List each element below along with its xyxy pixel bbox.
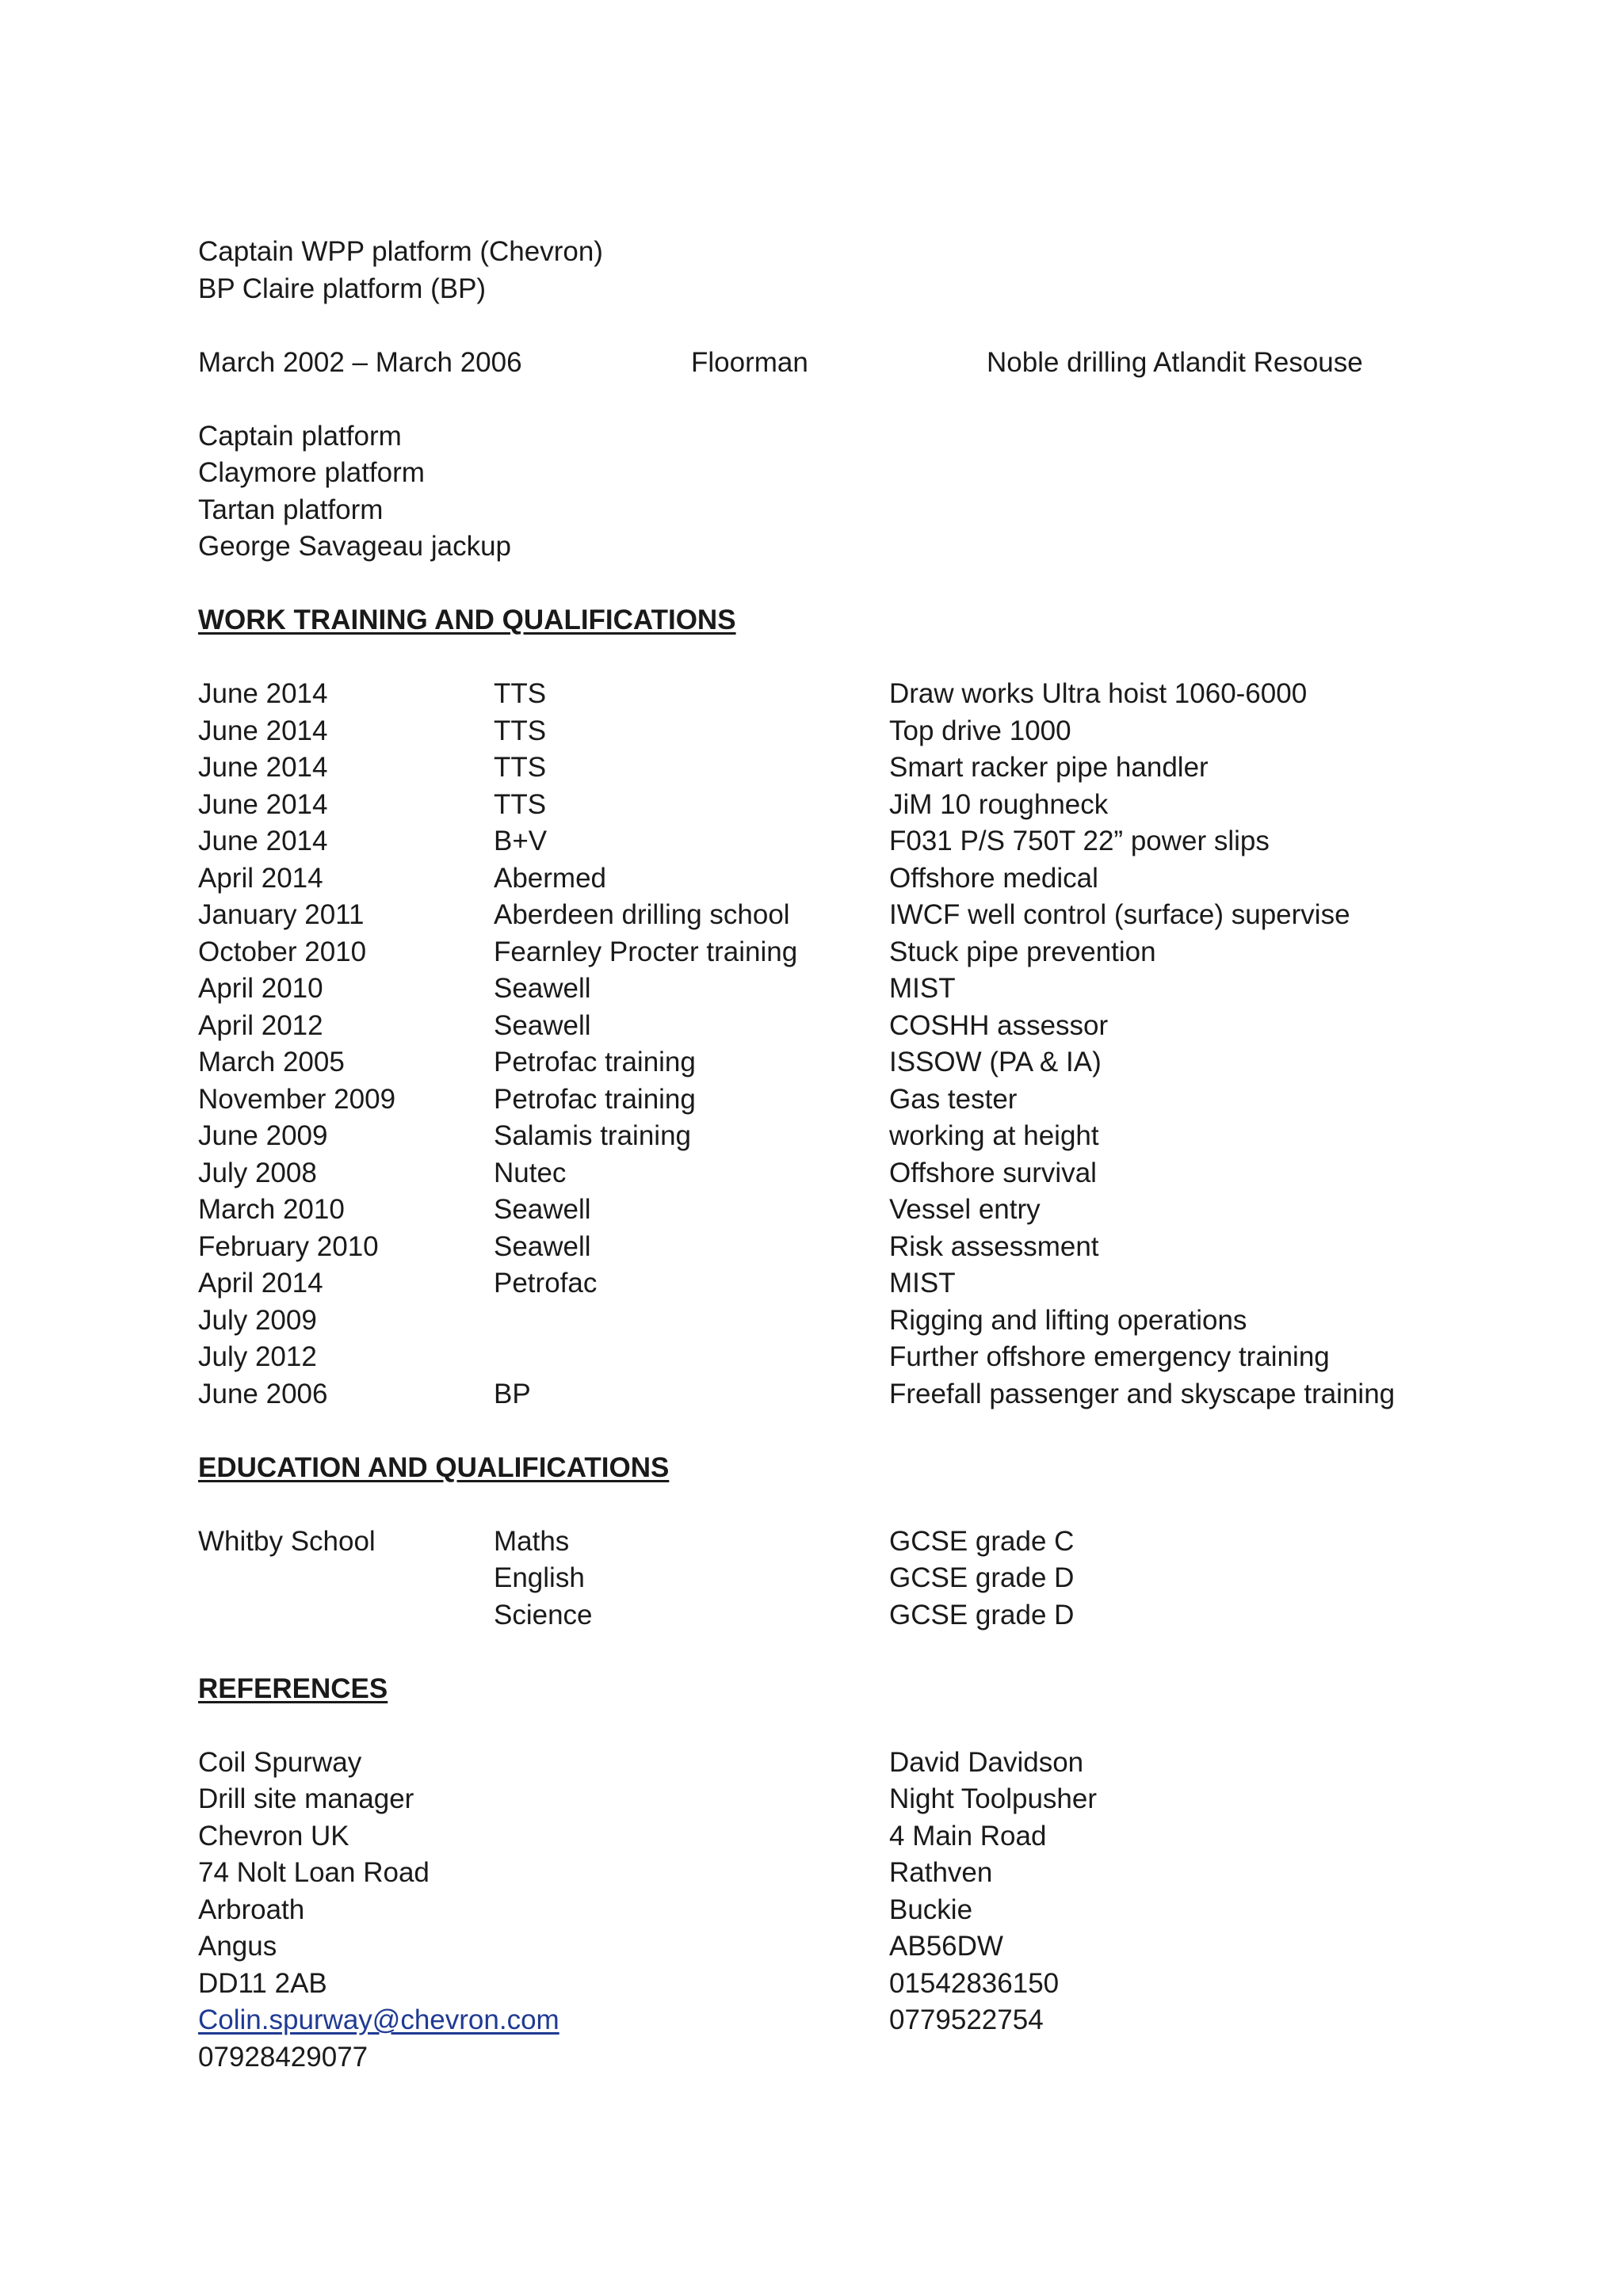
platform-line [198,492,1466,529]
training-course: working at height [889,1120,1099,1151]
table-row [198,713,1466,750]
training-provider: Fearnley Procter training [494,936,798,967]
employment-dates: March 2002 – March 2006 [198,346,522,378]
references-block [198,1745,1466,2077]
training-provider: Nutec [494,1157,567,1188]
reference-left-name: Coil Spurway [198,1746,362,1778]
reference-row [198,2039,1466,2077]
training-date: June 2014 [198,826,328,856]
table-row [198,971,1466,1008]
reference-right-name: David Davidson [889,1746,1084,1778]
reference-row [198,2002,1466,2039]
section-heading-education [198,1450,1466,1487]
training-date: March 2010 [198,1194,345,1225]
training-course: Draw works Ultra hoist 1060-6000 [889,678,1308,709]
table-row [198,676,1466,713]
platform-line [198,271,1466,308]
reference-row [198,1966,1466,2003]
training-course: F031 P/S 750T 22” power slips [889,826,1270,856]
reference-right-role: Night Toolpusher [889,1783,1098,1814]
spacer [198,1634,1466,1671]
training-date: April 2010 [198,973,323,1004]
training-date: November 2009 [198,1083,396,1115]
table-row [198,1044,1466,1081]
training-course: Offshore survival [889,1157,1097,1188]
table-row [198,1192,1466,1229]
platform-name: Tartan platform [198,494,384,525]
spacer [198,1413,1466,1450]
training-date: June 2014 [198,752,328,783]
table-row [198,1376,1466,1413]
training-date: March 2005 [198,1047,345,1077]
training-date: April 2012 [198,1009,323,1041]
subject: Maths [494,1525,570,1557]
training-course: Top drive 1000 [889,715,1071,746]
education-table [198,1524,1466,1634]
table-row [198,1265,1466,1302]
table-row [198,1597,1466,1634]
training-course: Stuck pipe prevention [889,936,1156,967]
training-provider: Seawell [494,1009,591,1041]
training-course: Freefall passenger and skyscape training [889,1378,1396,1409]
training-provider: Seawell [494,1194,591,1225]
training-date: April 2014 [198,862,323,894]
training-provider: TTS [494,715,547,746]
training-date: June 2014 [198,678,328,709]
training-date: October 2010 [198,936,367,967]
training-course: Risk assessment [889,1230,1099,1262]
subject: Science [494,1599,593,1630]
table-row [198,1081,1466,1119]
table-row [198,897,1466,934]
training-provider: Seawell [494,1230,591,1262]
spacer [198,566,1466,603]
reference-right-phone: 01542836150 [889,1967,1060,1999]
employment-row [198,345,1466,382]
table-row [198,1339,1466,1376]
platform-line [198,418,1466,456]
spacer [198,381,1466,418]
reference-left-town: Arbroath [198,1894,305,1925]
training-date: January 2011 [198,899,365,930]
reference-left-county: Angus [198,1931,277,1962]
training-provider: TTS [494,752,547,783]
table-row [198,1560,1466,1597]
platform-name: Captain platform [198,420,402,452]
grade: GCSE grade D [889,1599,1075,1630]
training-course: Smart racker pipe handler [889,752,1209,783]
reference-left-postcode: DD11 2AB [198,1967,327,1999]
work-training-table [198,676,1466,1413]
reference-left-address: 74 Nolt Loan Road [198,1857,430,1888]
reference-left-company: Chevron UK [198,1820,349,1852]
training-course: IWCF well control (surface) supervise [889,899,1350,930]
reference-right-area: Buckie [889,1894,973,1925]
table-row [198,1229,1466,1266]
subject: English [494,1562,585,1593]
training-provider: Seawell [494,973,591,1004]
reference-right-postcode: AB56DW [889,1931,1003,1962]
platform-line [198,234,1466,271]
reference-row [198,1818,1466,1855]
grade: GCSE grade C [889,1525,1075,1557]
table-row [198,1524,1466,1561]
table-row [198,1118,1466,1155]
training-course: MIST [889,973,956,1004]
reference-row [198,1745,1466,1782]
table-row [198,1008,1466,1045]
training-provider: B+V [494,826,548,856]
section-heading-work-training [198,602,1466,639]
training-date: April 2014 [198,1268,323,1299]
training-date: July 2008 [198,1157,317,1188]
training-provider: Petrofac training [494,1047,696,1077]
platform-name: BP Claire platform (BP) [198,273,487,304]
spacer [198,1486,1466,1524]
training-date: June 2006 [198,1378,328,1409]
table-row [198,934,1466,971]
platform-line [198,528,1466,566]
training-date: June 2014 [198,715,328,746]
reference-row [198,1855,1466,1892]
training-date: July 2012 [198,1341,317,1372]
training-provider: Petrofac training [494,1083,696,1115]
training-provider: TTS [494,678,547,709]
training-date: June 2014 [198,788,328,820]
spacer [198,639,1466,677]
training-date: July 2009 [198,1304,317,1336]
training-course: Rigging and lifting operations [889,1304,1247,1336]
employment-title: Floorman [691,346,808,378]
training-course: Vessel entry [889,1194,1041,1225]
section-heading: EDUCATION AND QUALIFICATIONS [198,1451,670,1483]
table-row [198,1155,1466,1192]
training-provider: BP [494,1378,531,1409]
spacer [198,1707,1466,1745]
reference-row [198,1781,1466,1818]
training-date: June 2009 [198,1120,328,1151]
training-provider: Salamis training [494,1120,691,1151]
reference-row [198,1892,1466,1929]
reference-email-link[interactable]: Colin.spurway@chevron.com [198,2004,559,2035]
reference-left-role: Drill site manager [198,1783,414,1814]
training-provider: Abermed [494,862,607,894]
reference-right-mobile: 0779522754 [889,2004,1044,2035]
training-provider: Aberdeen drilling school [494,899,790,930]
table-row [198,823,1466,860]
training-course: ISSOW (PA & IA) [889,1047,1102,1077]
school-name: Whitby School [198,1525,376,1557]
platform-line [198,455,1466,492]
reference-right-town: Rathven [889,1857,993,1888]
section-heading: WORK TRAINING AND QUALIFICATIONS [198,605,736,635]
training-provider: TTS [494,788,547,820]
training-provider: Petrofac [494,1268,598,1299]
section-heading: REFERENCES [198,1672,388,1704]
reference-right-address: 4 Main Road [889,1820,1047,1852]
platform-name: Claymore platform [198,457,425,488]
training-course: JiM 10 roughneck [889,788,1109,820]
table-row [198,749,1466,787]
training-course: COSHH assessor [889,1009,1109,1041]
reference-left-phone: 07928429077 [198,2041,369,2073]
reference-row [198,1928,1466,1966]
grade: GCSE grade D [889,1562,1075,1593]
employment-company: Noble drilling Atlandit Resouse [987,346,1363,378]
training-course: Offshore medical [889,862,1098,894]
training-date: February 2010 [198,1230,379,1262]
table-row [198,787,1466,824]
training-course: Further offshore emergency training [889,1341,1330,1372]
platform-name: George Savageau jackup [198,531,511,562]
platform-name: Captain WPP platform (Chevron) [198,236,603,267]
table-row [198,1302,1466,1340]
table-row [198,860,1466,898]
training-course: MIST [889,1268,956,1299]
section-heading-references [198,1671,1466,1708]
training-course: Gas tester [889,1083,1018,1115]
spacer [198,307,1466,345]
cv-content [198,234,1466,2076]
